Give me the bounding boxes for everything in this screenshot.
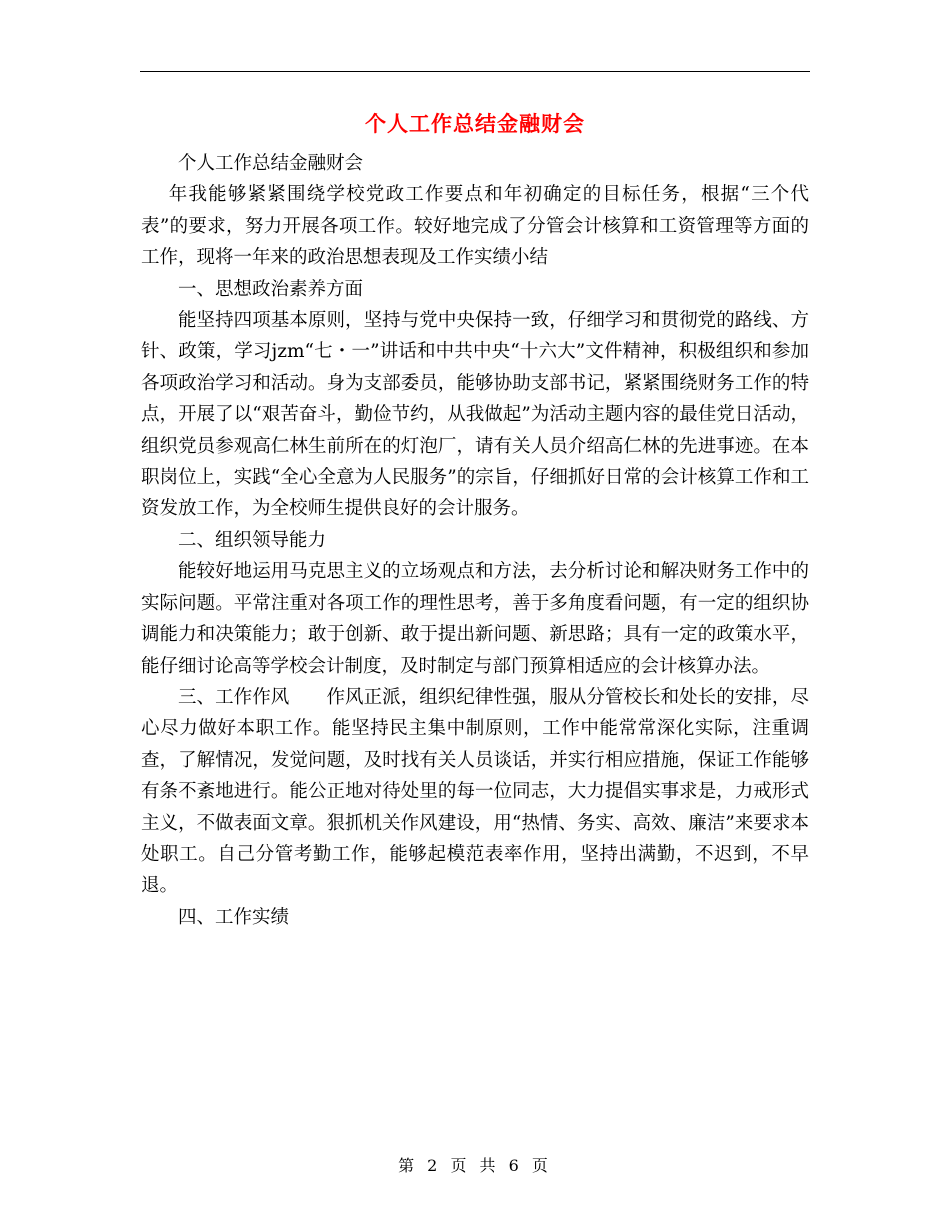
paragraph-section-3: 三、工作作风 作风正派，组织纪律性强，服从分管校长和处长的安排，尽心尽力做好本职工作。能坚持民主集中制原则，工作中能常常深化实际，注重调查，了解情况，发觉问题，及时找有关人员谈话，并实行相应措施，保证工作能够有条不紊地进行。能公正地对待处里的每一位同志，大力提倡实事求是，力戒形式主义，不做表面文章。狠抓机关作风建设，用“热情、务实、高效、廉洁”来要求本处职工。自己分管考勤工作，能够起模范表率作用，坚持出满勤，不迟到，不早退。 [141,686,809,897]
paragraph-intro: 年我能够紧紧围绕学校党政工作要点和年初确定的目标任务，根据“三个代表”的要求，努力开展各项工作。较好地完成了分管会计核算和工资管理等方面的工作，现将一年来的政治思想表现及工作实绩小结 [141,184,809,269]
paragraph-subtitle: 个人工作总结金融财会 [178,153,364,174]
section-heading-4: 四、工作实绩 [178,906,290,928]
page-footer: 第 2 页 共 6 页 [398,1156,552,1175]
document-body [141,148,809,933]
section-heading-2: 二、组织领导能力 [178,529,327,551]
document-title: 个人工作总结金融财会 [365,111,585,136]
section-heading-1: 一、思想政治素养方面 [178,278,364,300]
header-rule [140,71,810,72]
paragraph-section-2: 能较好地运用马克思主义的立场观点和方法，去分析讨论和解决财务工作中的实际问题。平常注重对各项工作的理性思考，善于多角度看问题，有一定的组织协调能力和决策能力；敢于创新、敢于提出新问题、新思路；具有一定的政策水平，能仔细讨论高等学校会计制度，及时制定与部门预算相适应的会计核算办法。 [141,561,809,677]
paragraph-section-1: 能坚持四项基本原则，坚持与党中央保持一致，仔细学习和贯彻党的路线、方针、政策，学习jzm“七・一”讲话和中共中央“十六大”文件精神，积极组织和参加各项政治学习和活动。身为支部委员，能够协助支部书记，紧紧围绕财务工作的特点，开展了以“艰苦奋斗，勤俭节约，从我做起”为活动主题内容的最佳党日活动，组织党员参观高仁林生前所在的灯泡厂，请有关人员介绍高仁林的先进事迹。在本职岗位上，实践“全心全意为人民服务”的宗旨，仔细抓好日常的会计核算工作和工资发放工作，为全校师生提供良好的会计服务。 [141,310,809,520]
